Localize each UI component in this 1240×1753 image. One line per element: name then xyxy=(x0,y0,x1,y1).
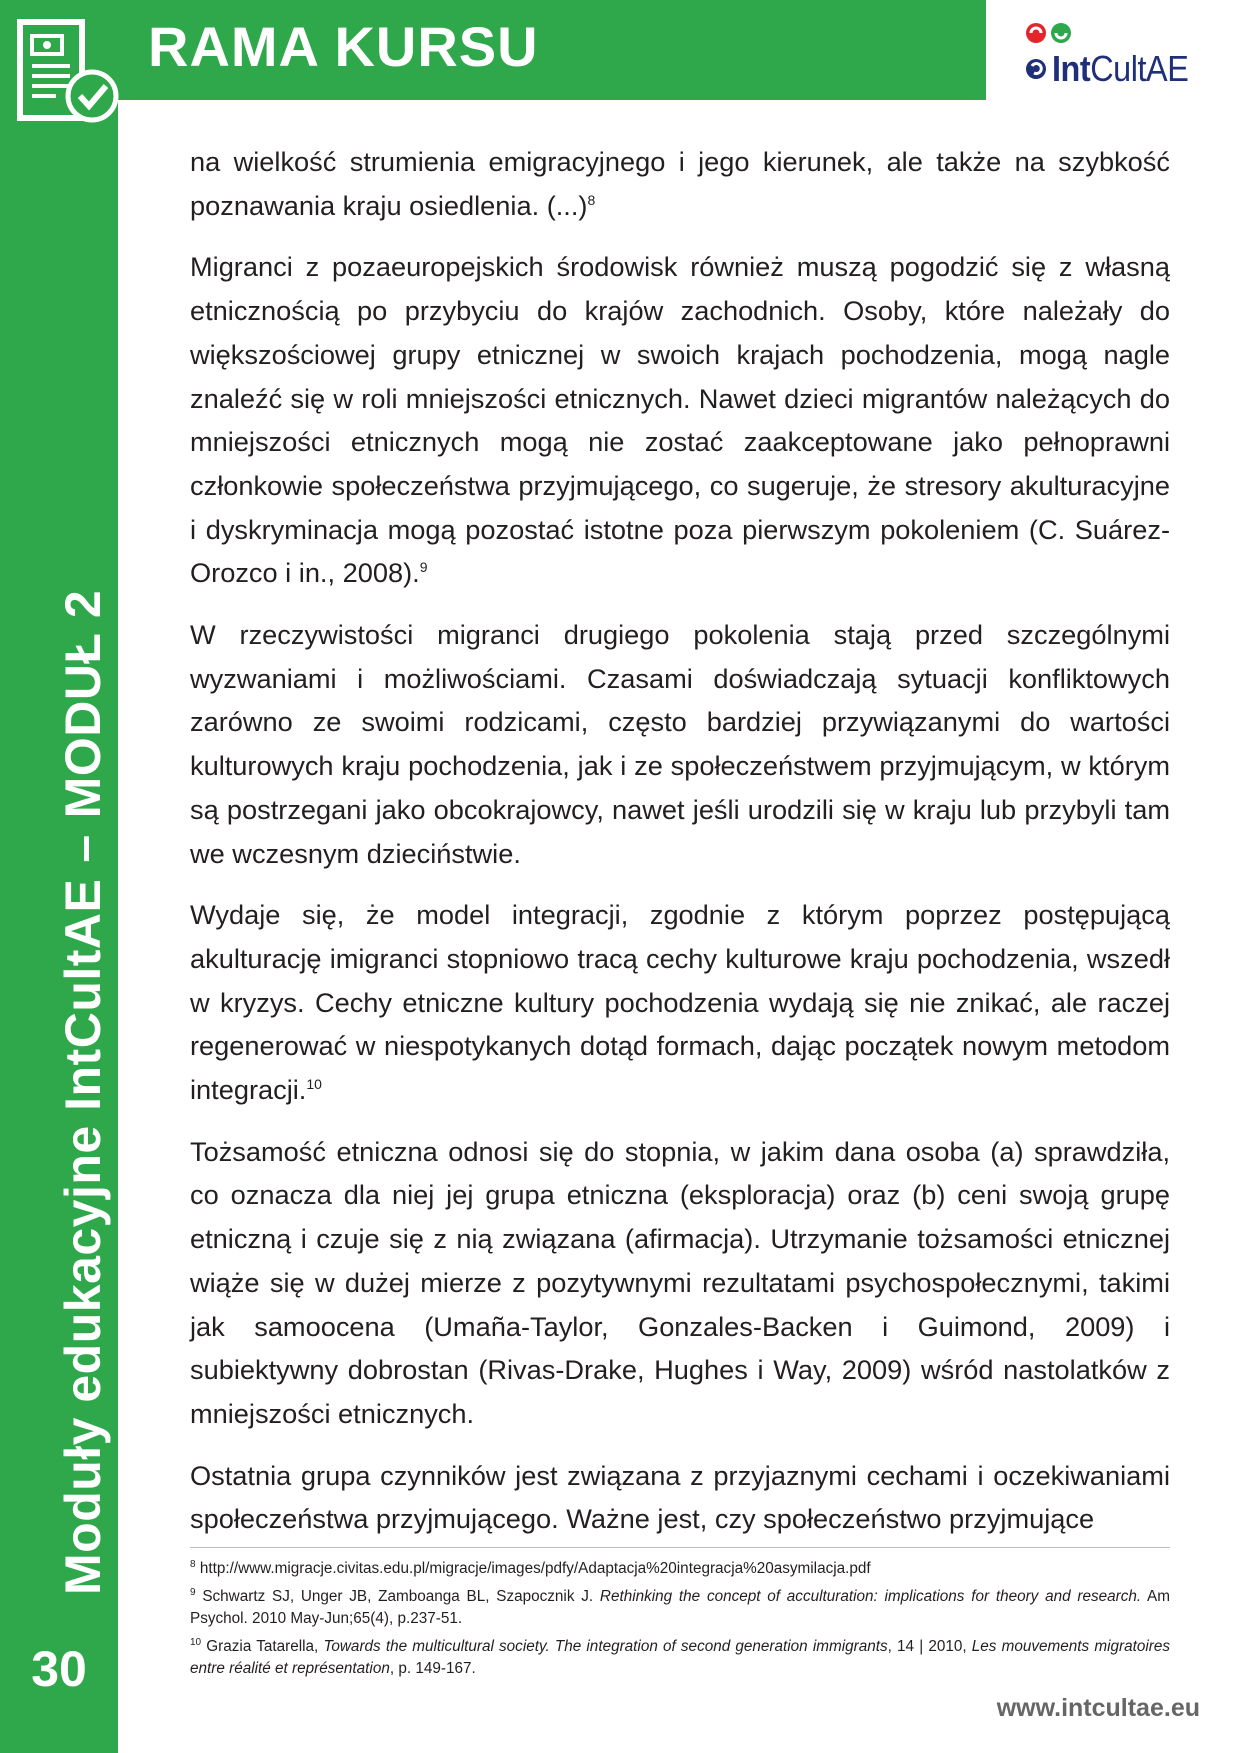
footnote-ref: 10 xyxy=(306,1076,322,1092)
footnote-9: $^9$ Schwartz SJ, Unger JB, Zamboanga BL, Szapocznik J. Rethinking the concept of acculturation: implications for theory and research. Am Psychol. 2010 May-Jun;65(4), p.237-51. xyxy=(190,1586,1170,1627)
vertical-module-title: Moduły edukacyjne IntCultAE–MODUŁ 2 xyxy=(55,589,111,1595)
footnote-link[interactable]: http://www.migracje.civitas.edu.pl/migracje/images/pdfy/Adaptacja%20integracja%20asymilacja.pdf xyxy=(199,1560,871,1577)
page-title: RAMA KURSU xyxy=(148,15,539,78)
paragraph: na wielkość strumienia emigracyjnego i jego kierunek, ale także na szybkość poznawania kraju osiedlenia. (...)$^8$ xyxy=(190,146,1170,221)
course-checklist-icon xyxy=(16,18,120,130)
paragraph: Wydaje się, że model integracji, zgodnie z którym poprzez postępującą akulturację imigranci stopniowo tracą cechy kulturowe kraju pochodzenia, wszedł w kryzys. Cechy etniczne kultury pochodzenia wydają się nie znikać, ale raczej regenerować w niespotykanych dotąd formach, dając początek nowym metodom integracji.$^{10}$ xyxy=(190,899,1170,1106)
paragraph: Ostatnia grupa czynników jest związana z przyjaznymi cechami i oczekiwaniami społeczeństwa przyjmującego. Ważne jest, czy społeczeństwo przyjmujące xyxy=(190,1459,1170,1535)
body-text xyxy=(190,140,1170,1559)
logo-wordmark: IntCultAE xyxy=(1052,48,1189,89)
footnotes xyxy=(190,1547,1170,1686)
footer-website-link[interactable]: www.intcultae.eu xyxy=(996,1694,1200,1722)
footnote-ref: 8 xyxy=(587,191,596,208)
footnote-ref: 9 xyxy=(419,559,428,576)
page-number: 30 xyxy=(31,1641,87,1697)
paragraph: Tożsamość etniczna odnosi się do stopnia, w jakim dana osoba (a) sprawdziła, co oznacza dla niej jej grupa etniczna (eksploracja) oraz (b) ceni swoją grupę etniczną i czuje się z nią związana (afirmacja). Utrzymanie tożsamości etnicznej wiąże się w dużej mierze z pozytywnymi rezultatami psychospołecznymi, takimi jak samoocena (Umaña-Taylor, Gonzales-Backen i Guimond, 2009) i subiektywny dobrostan (Rivas-Drake, Hughes i Way, 2009) wśród nastolatków z mniejszości etnicznych. xyxy=(190,1135,1170,1429)
footnote-10: $^{10}$ Grazia Tatarella, Towards the multicultural society. The integration of second generation immigrants, 14 | 2010, Les mouvements migratoires entre réalité et représentation, p. 149-167. xyxy=(190,1636,1170,1677)
paragraph: Migranci z pozaeuropejskich środowisk również muszą pogodzić się z własną etnicznością po przybyciu do krajów zachodnich. Osoby, które należały do większościowej grupy etnicznej w swoich krajach pochodzenia, mogą nagle znaleźć się w roli mniejszości etnicznych. Nawet dzieci migrantów należących do mniejszości etnicznych mogą nie zostać zaakceptowane jako pełnoprawni członkowie społeczeństwa przyjmującego, co sugeruje, że stresory akulturacyjne i dyskryminacja mogą pozostać istotne poza pierwszym pokoleniem (C. Suárez-Orozco i in., 2008).$^9$ xyxy=(190,251,1170,589)
paragraph: W rzeczywistości migranci drugiego pokolenia stają przed szczególnymi wyzwaniami i możliwościami. Czasami doświadczają sytuacji konfliktowych zarówno ze swoimi rodzicami, często bardziej przywiązanymi do wartości kulturowych kraju pochodzenia, jak i ze społeczeństwem przyjmującym, w którym są postrzegani jako obcokrajowcy, nawet jeśli urodzili się w kraju lub przybyli tam we wczesnym dzieciństwie. xyxy=(190,619,1170,869)
footnote-8: $^8$ http://www.migracje.civitas.edu.pl/migracje/images/pdfy/Adaptacja%20integracja%20asymilacja.pdf xyxy=(190,1558,871,1577)
